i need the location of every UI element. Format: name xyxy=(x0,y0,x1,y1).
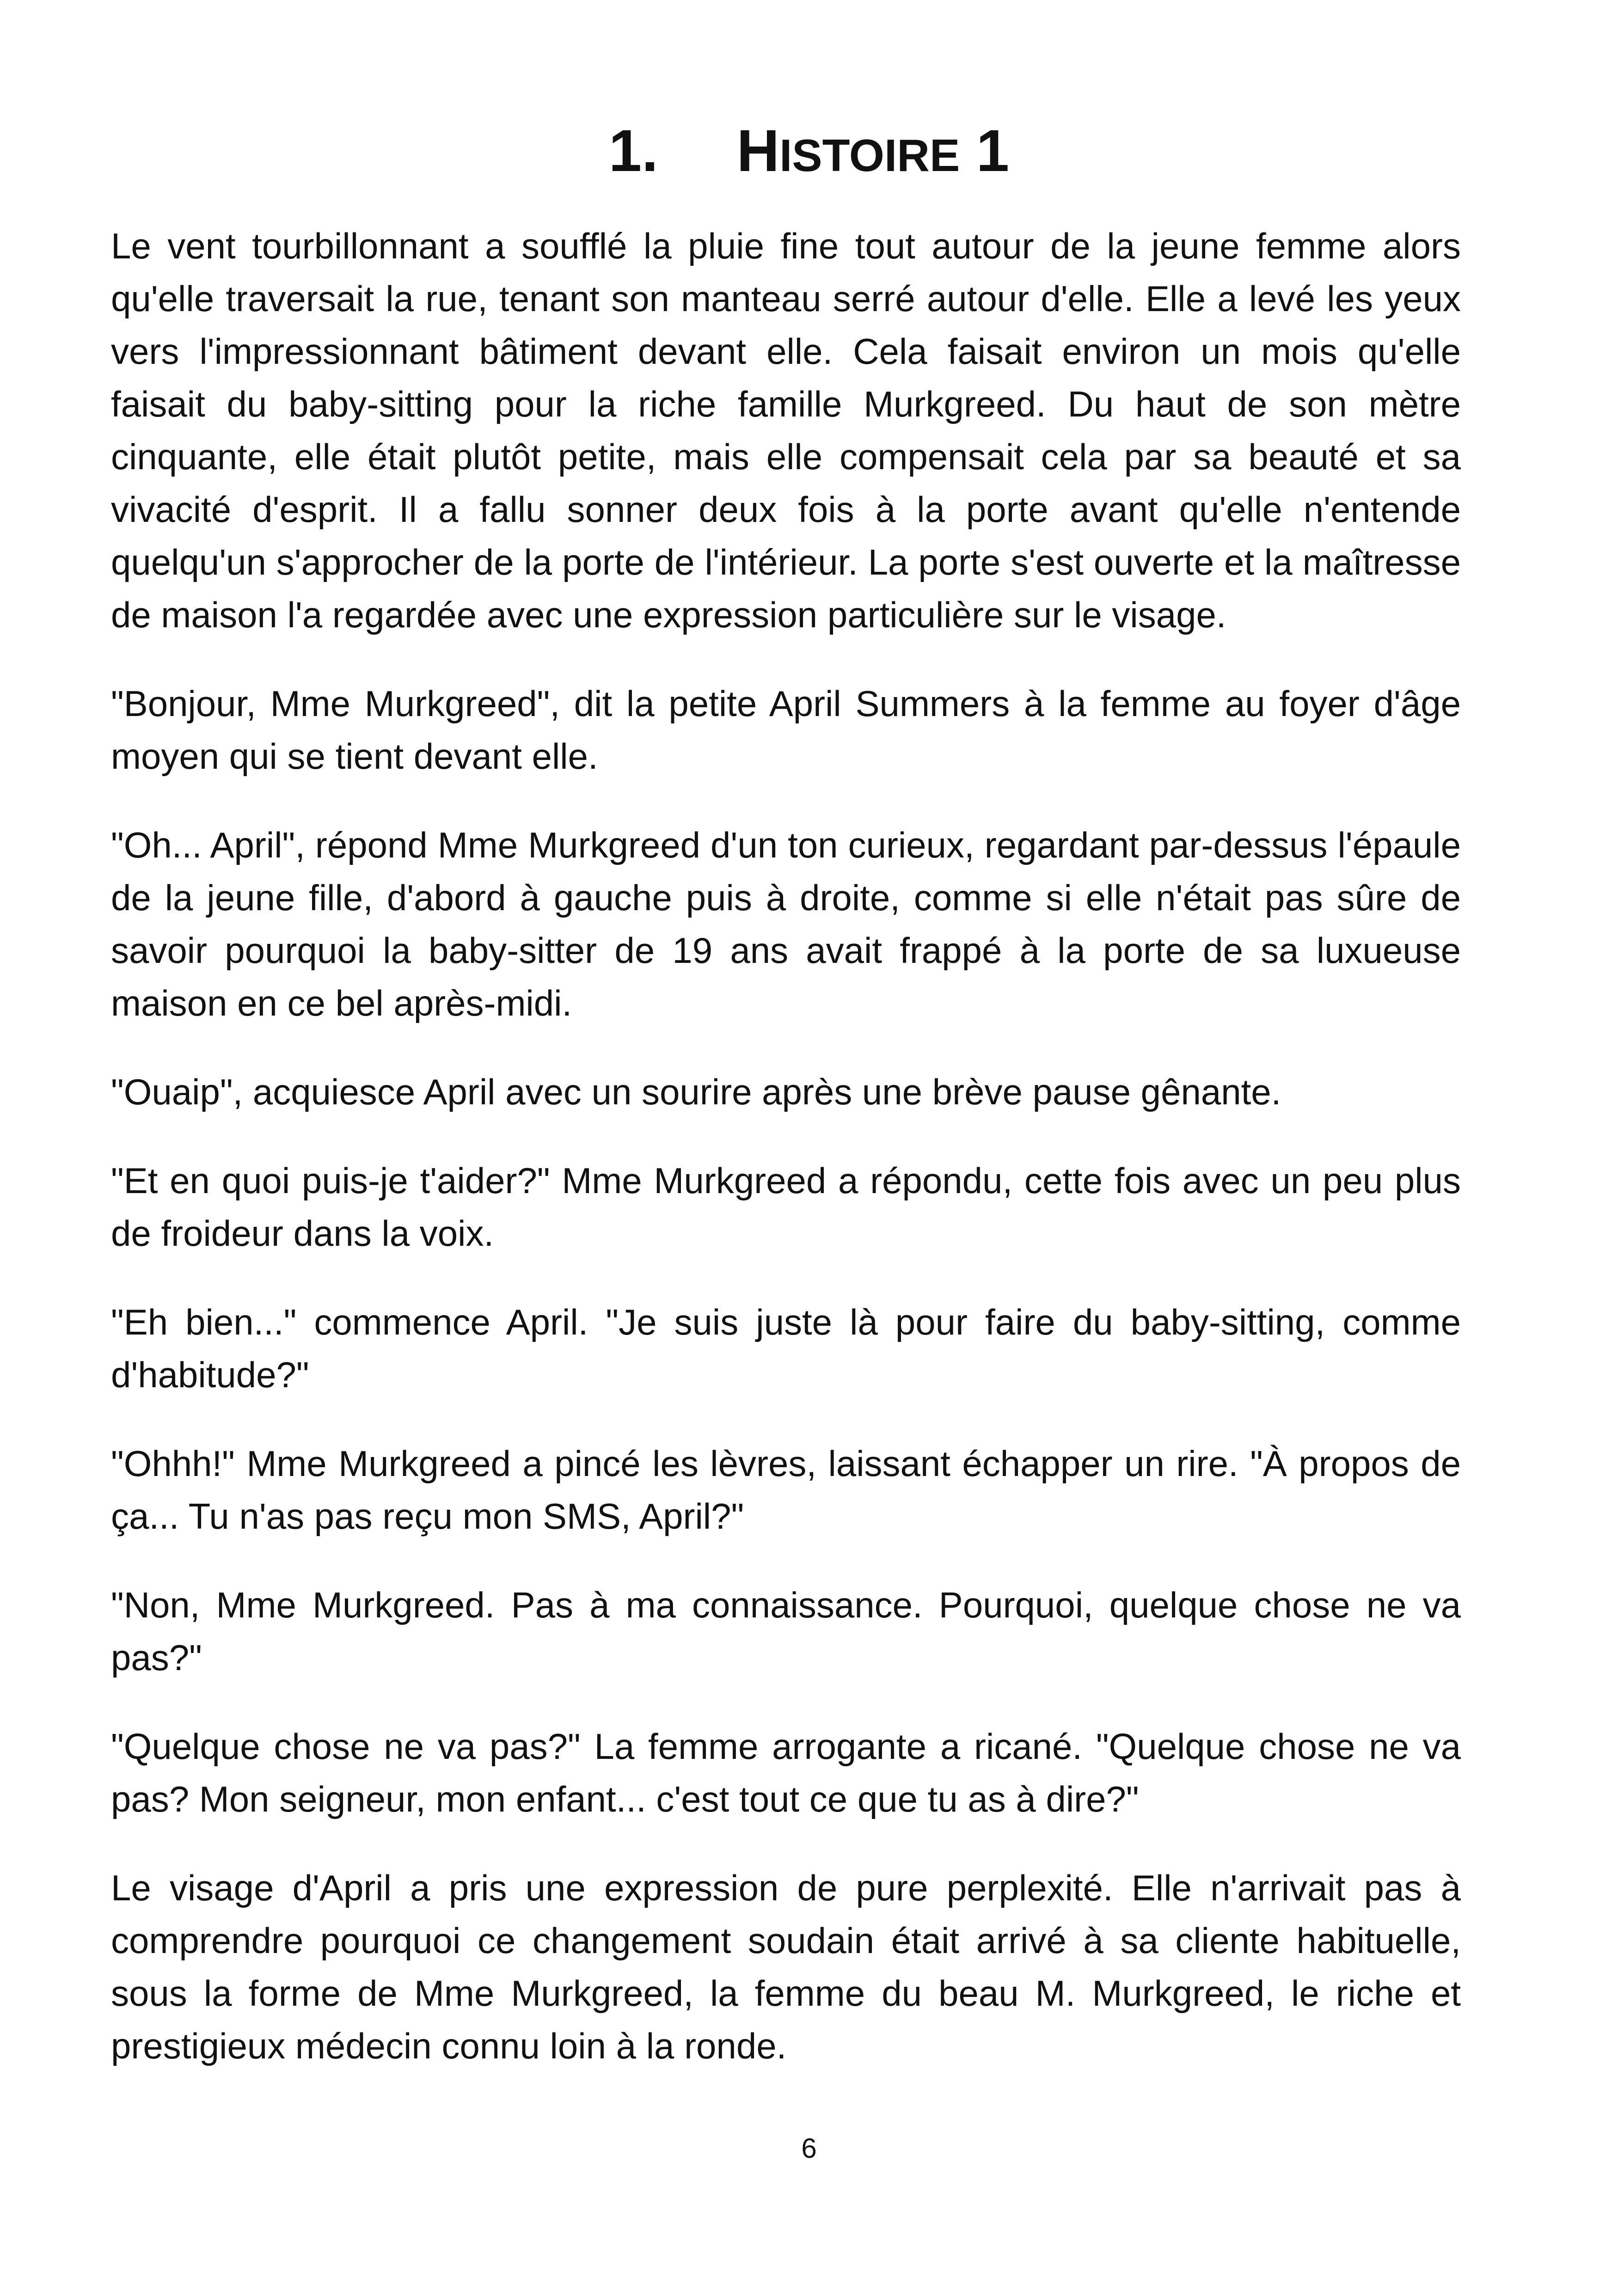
paragraph-10: Le visage d'April a pris une expression de pure perplexité. Elle n'arrivait pas à comprendre pourquoi ce changement soudain était arrivé à sa cliente habituelle, sous la forme de Mme Murkgreed, la femme du beau M. Murkgreed, le riche et prestigieux médecin connu loin à la ronde. xyxy=(111,1867,1461,2066)
chapter-number: 1. xyxy=(608,118,658,184)
paragraph-1: Le vent tourbillonnant a soufflé la pluie fine tout autour de la jeune femme alors qu'elle traversait la rue, tenant son manteau serré autour d'elle. Elle a levé les yeux vers l'impressionnant bâtiment devant elle. Cela faisait environ un mois qu'elle faisait du baby-sitting pour la riche famille Murkgreed. Du haut de son mètre cinquante, elle était plutôt petite, mais elle compensait cela par sa beauté et sa vivacité d'esprit. Il a fallu sonner deux fois à la porte avant qu'elle n'entende quelqu'un s'approcher de la porte de l'intérieur. La porte s'est ouverte et la maîtresse de maison l'a regardée avec une expression particulière sur le visage. xyxy=(111,226,1461,635)
paragraph-7: "Ohhh!" Mme Murkgreed a pincé les lèvres, laissant échapper un rire. "À propos de ça... Tu n'as pas reçu mon SMS, April?" xyxy=(111,1443,1461,1537)
paragraph-9: "Quelque chose ne va pas?" La femme arrogante a ricané. "Quelque chose ne va pas? Mon seigneur, mon enfant... c'est tout ce que tu as à dire?" xyxy=(111,1726,1461,1819)
chapter-title xyxy=(737,116,1009,187)
paragraph-5: "Et en quoi puis-je t'aider?" Mme Murkgreed a répondu, cette fois avec un peu plus de froideur dans la voix. xyxy=(111,1160,1461,1254)
paragraph-2: "Bonjour, Mme Murkgreed", dit la petite April Summers à la femme au foyer d'âge moyen qui se tient devant elle. xyxy=(111,683,1461,777)
paragraph-6: "Eh bien..." commence April. "Je suis juste là pour faire du baby-sitting, comme d'habitude?" xyxy=(111,1302,1461,1395)
chapter-title-initial: H xyxy=(736,118,780,184)
body-text xyxy=(111,220,1461,2108)
chapter-heading xyxy=(0,116,1618,187)
chapter-title-smallcaps: ISTOIRE xyxy=(779,130,960,181)
paragraph-4: "Ouaip", acquiesce April avec un sourire après une brève pause gênante. xyxy=(111,1071,1281,1112)
paragraph-8: "Non, Mme Murkgreed. Pas à ma connaissance. Pourquoi, quelque chose ne va pas?" xyxy=(111,1585,1461,1678)
page-number: 6 xyxy=(801,2133,817,2164)
paragraph-3: "Oh... April", répond Mme Murkgreed d'un ton curieux, regardant par-dessus l'épaule de la jeune fille, d'abord à gauche puis à droite, comme si elle n'était pas sûre de savoir pourquoi la baby-sitter de 19 ans avait frappé à la porte de sa luxueuse maison en ce bel après-midi. xyxy=(111,825,1461,1023)
chapter-title-suffix: 1 xyxy=(960,118,1010,184)
